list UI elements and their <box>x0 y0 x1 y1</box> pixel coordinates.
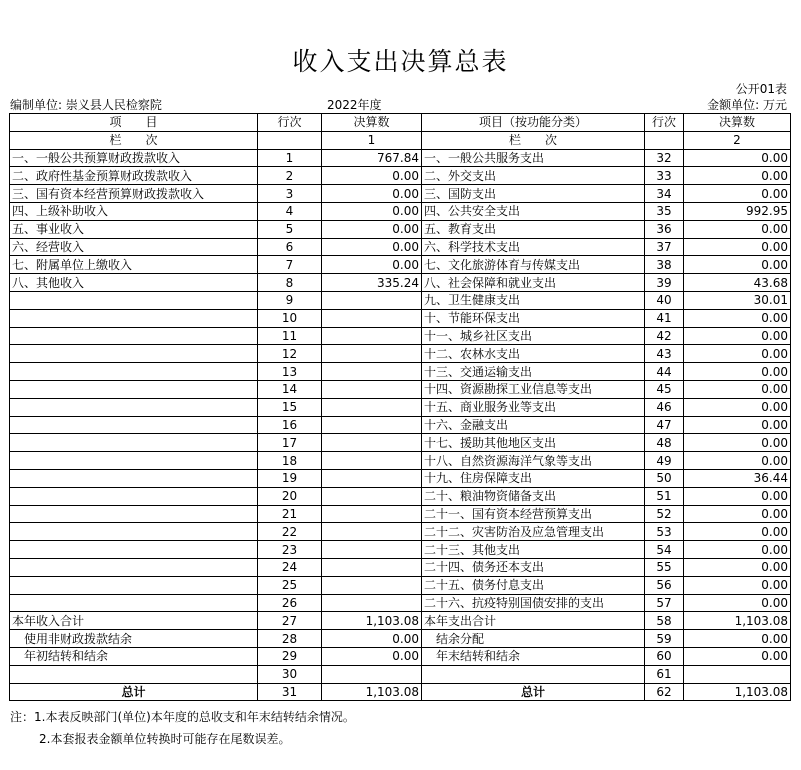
footnote-1: 注：1.本表反映部门(单位)本年度的总收支和年末结转结余情况。 <box>10 710 355 724</box>
header-expense-item: 项目（按功能分类） <box>422 114 645 132</box>
total-expense-amount: 1,103.08 <box>684 683 791 701</box>
expense-item: 十七、援助其他地区支出 <box>422 434 645 452</box>
income-row-no: 23 <box>258 541 322 559</box>
income-row-no: 5 <box>258 220 322 238</box>
header-income-amount: 决算数 <box>322 114 422 132</box>
income-item: 六、经营收入 <box>10 238 258 256</box>
income-item <box>10 416 258 434</box>
expense-amount: 0.00 <box>684 576 791 594</box>
header-row <box>10 114 791 132</box>
expense-row-no: 39 <box>645 274 684 292</box>
income-amount <box>322 363 422 381</box>
column-label-left: 栏 次 <box>10 131 258 149</box>
expense-item: 二十一、国有资本经营预算支出 <box>422 505 645 523</box>
expense-item: 二、外交支出 <box>422 167 645 185</box>
table-body <box>10 114 791 701</box>
income-item: 本年收入合计 <box>10 612 258 630</box>
total-expense-row-no: 62 <box>645 683 684 701</box>
income-amount <box>322 345 422 363</box>
income-amount: 1,103.08 <box>322 612 422 630</box>
table-row <box>10 220 791 238</box>
org-label: 编制单位: 崇义县人民检察院 <box>10 98 162 112</box>
header-expense-amount: 决算数 <box>684 114 791 132</box>
expense-amount: 0.00 <box>684 594 791 612</box>
expense-item: 九、卫生健康支出 <box>422 291 645 309</box>
income-row-no: 13 <box>258 363 322 381</box>
income-row-no: 4 <box>258 202 322 220</box>
table-row <box>10 630 791 648</box>
income-row-no: 21 <box>258 505 322 523</box>
amount-unit: 金额单位: 万元 <box>707 98 787 112</box>
table-row <box>10 345 791 363</box>
income-amount <box>322 380 422 398</box>
table-row <box>10 149 791 167</box>
income-row-no: 12 <box>258 345 322 363</box>
expense-item: 七、文化旅游体育与传媒支出 <box>422 256 645 274</box>
income-row-no: 11 <box>258 327 322 345</box>
expense-amount: 0.00 <box>684 541 791 559</box>
income-row-no: 19 <box>258 469 322 487</box>
expense-item: 六、科学技术支出 <box>422 238 645 256</box>
income-item <box>10 576 258 594</box>
expense-item: 结余分配 <box>422 630 645 648</box>
expense-row-no: 60 <box>645 647 684 665</box>
expense-item: 二十、粮油物资储备支出 <box>422 487 645 505</box>
income-amount: 0.00 <box>322 630 422 648</box>
income-amount: 0.00 <box>322 167 422 185</box>
expense-item <box>422 665 645 683</box>
expense-amount: 0.00 <box>684 630 791 648</box>
expense-amount: 0.00 <box>684 416 791 434</box>
table-row <box>10 167 791 185</box>
expense-amount: 0.00 <box>684 345 791 363</box>
expense-item: 十二、农林水支出 <box>422 345 645 363</box>
income-item <box>10 487 258 505</box>
expense-item: 十、节能环保支出 <box>422 309 645 327</box>
expense-item: 二十二、灾害防治及应急管理支出 <box>422 523 645 541</box>
expense-row-no: 35 <box>645 202 684 220</box>
expense-item: 三、国防支出 <box>422 185 645 203</box>
income-row-no: 25 <box>258 576 322 594</box>
income-row-no: 16 <box>258 416 322 434</box>
income-item <box>10 505 258 523</box>
income-row-no: 29 <box>258 647 322 665</box>
column-index-2: 2 <box>684 131 791 149</box>
income-row-no: 3 <box>258 185 322 203</box>
expense-amount: 30.01 <box>684 291 791 309</box>
expense-item: 本年支出合计 <box>422 612 645 630</box>
expense-item: 十八、自然资源海洋气象等支出 <box>422 452 645 470</box>
income-row-no: 24 <box>258 558 322 576</box>
expense-row-no: 58 <box>645 612 684 630</box>
table-row <box>10 185 791 203</box>
expense-row-no: 36 <box>645 220 684 238</box>
expense-row-no: 56 <box>645 576 684 594</box>
expense-row-no: 47 <box>645 416 684 434</box>
table-row <box>10 327 791 345</box>
expense-item: 五、教育支出 <box>422 220 645 238</box>
table-row <box>10 238 791 256</box>
expense-row-no: 45 <box>645 380 684 398</box>
total-income-label: 总计 <box>10 683 258 701</box>
income-amount: 0.00 <box>322 238 422 256</box>
income-row-no: 26 <box>258 594 322 612</box>
total-row <box>10 683 791 701</box>
table-row <box>10 380 791 398</box>
expense-row-no: 51 <box>645 487 684 505</box>
table-row <box>10 309 791 327</box>
expense-row-no: 41 <box>645 309 684 327</box>
expense-row-no: 59 <box>645 630 684 648</box>
income-row-no: 28 <box>258 630 322 648</box>
expense-amount: 0.00 <box>684 434 791 452</box>
column-index-row <box>10 131 791 149</box>
income-row-no: 22 <box>258 523 322 541</box>
table-row <box>10 665 791 683</box>
table-row <box>10 594 791 612</box>
empty-cell <box>645 131 684 149</box>
expense-amount: 0.00 <box>684 167 791 185</box>
table-row <box>10 434 791 452</box>
expense-row-no: 43 <box>645 345 684 363</box>
expense-row-no: 61 <box>645 665 684 683</box>
expense-row-no: 38 <box>645 256 684 274</box>
expense-amount: 0.00 <box>684 149 791 167</box>
income-item <box>10 541 258 559</box>
expense-item: 一、一般公共服务支出 <box>422 149 645 167</box>
expense-item: 二十三、其他支出 <box>422 541 645 559</box>
income-amount <box>322 505 422 523</box>
summary-table <box>9 113 791 701</box>
expense-row-no: 44 <box>645 363 684 381</box>
table-row <box>10 202 791 220</box>
table-row <box>10 541 791 559</box>
income-amount <box>322 665 422 683</box>
income-item <box>10 363 258 381</box>
expense-item: 十五、商业服务业等支出 <box>422 398 645 416</box>
income-item <box>10 309 258 327</box>
expense-amount <box>684 665 791 683</box>
income-item <box>10 398 258 416</box>
expense-row-no: 37 <box>645 238 684 256</box>
income-amount: 0.00 <box>322 647 422 665</box>
income-item <box>10 523 258 541</box>
expense-item: 十九、住房保障支出 <box>422 469 645 487</box>
expense-amount: 0.00 <box>684 558 791 576</box>
expense-item: 八、社会保障和就业支出 <box>422 274 645 292</box>
expense-amount: 0.00 <box>684 309 791 327</box>
table-row <box>10 487 791 505</box>
expense-item: 十一、城乡社区支出 <box>422 327 645 345</box>
report-year: 2022年度 <box>327 98 382 112</box>
income-amount <box>322 558 422 576</box>
income-row-no: 20 <box>258 487 322 505</box>
income-item: 五、事业收入 <box>10 220 258 238</box>
expense-row-no: 40 <box>645 291 684 309</box>
expense-amount: 992.95 <box>684 202 791 220</box>
expense-amount: 43.68 <box>684 274 791 292</box>
expense-row-no: 55 <box>645 558 684 576</box>
table-row <box>10 291 791 309</box>
expense-amount: 0.00 <box>684 647 791 665</box>
income-row-no: 14 <box>258 380 322 398</box>
expense-amount: 0.00 <box>684 220 791 238</box>
expense-amount: 0.00 <box>684 256 791 274</box>
income-amount: 767.84 <box>322 149 422 167</box>
income-amount <box>322 452 422 470</box>
expense-row-no: 50 <box>645 469 684 487</box>
income-item <box>10 327 258 345</box>
income-item: 八、其他收入 <box>10 274 258 292</box>
expense-row-no: 53 <box>645 523 684 541</box>
table-row <box>10 647 791 665</box>
table-row <box>10 363 791 381</box>
table-row <box>10 576 791 594</box>
income-item <box>10 434 258 452</box>
income-row-no: 15 <box>258 398 322 416</box>
column-label-right: 栏 次 <box>422 131 645 149</box>
income-amount <box>322 576 422 594</box>
expense-amount: 0.00 <box>684 363 791 381</box>
expense-row-no: 46 <box>645 398 684 416</box>
empty-cell <box>258 131 322 149</box>
income-item <box>10 291 258 309</box>
income-item: 一、一般公共预算财政拨款收入 <box>10 149 258 167</box>
total-income-row-no: 31 <box>258 683 322 701</box>
table-row <box>10 558 791 576</box>
expense-amount: 0.00 <box>684 238 791 256</box>
income-row-no: 30 <box>258 665 322 683</box>
expense-amount: 0.00 <box>684 380 791 398</box>
total-expense-label: 总计 <box>422 683 645 701</box>
income-item <box>10 558 258 576</box>
expense-amount: 0.00 <box>684 327 791 345</box>
income-item: 四、上级补助收入 <box>10 202 258 220</box>
income-item <box>10 594 258 612</box>
expense-amount: 1,103.08 <box>684 612 791 630</box>
income-amount <box>322 541 422 559</box>
income-amount <box>322 398 422 416</box>
expense-amount: 0.00 <box>684 487 791 505</box>
expense-item: 四、公共安全支出 <box>422 202 645 220</box>
expense-row-no: 52 <box>645 505 684 523</box>
income-amount <box>322 327 422 345</box>
header-income-row-no: 行次 <box>258 114 322 132</box>
income-row-no: 17 <box>258 434 322 452</box>
income-row-no: 2 <box>258 167 322 185</box>
table-row <box>10 612 791 630</box>
expense-item: 十三、交通运输支出 <box>422 363 645 381</box>
table-row <box>10 274 791 292</box>
table-row <box>10 523 791 541</box>
table-row <box>10 398 791 416</box>
expense-amount: 0.00 <box>684 185 791 203</box>
income-amount: 0.00 <box>322 220 422 238</box>
total-income-amount: 1,103.08 <box>322 683 422 701</box>
income-item <box>10 452 258 470</box>
income-item <box>10 345 258 363</box>
expense-item: 十六、金融支出 <box>422 416 645 434</box>
footnote-2: 2.本套报表金额单位转换时可能存在尾数误差。 <box>39 732 291 746</box>
expense-row-no: 42 <box>645 327 684 345</box>
table-row <box>10 256 791 274</box>
expense-item: 十四、资源勘探工业信息等支出 <box>422 380 645 398</box>
income-item: 二、政府性基金预算财政拨款收入 <box>10 167 258 185</box>
expense-row-no: 33 <box>645 167 684 185</box>
income-item <box>10 665 258 683</box>
income-row-no: 7 <box>258 256 322 274</box>
expense-amount: 36.44 <box>684 469 791 487</box>
expense-item: 年末结转和结余 <box>422 647 645 665</box>
income-row-no: 18 <box>258 452 322 470</box>
expense-row-no: 49 <box>645 452 684 470</box>
expense-amount: 0.00 <box>684 452 791 470</box>
income-amount <box>322 309 422 327</box>
income-item <box>10 380 258 398</box>
income-amount <box>322 523 422 541</box>
expense-row-no: 32 <box>645 149 684 167</box>
header-expense-row-no: 行次 <box>645 114 684 132</box>
income-amount <box>322 434 422 452</box>
income-item <box>10 469 258 487</box>
income-row-no: 9 <box>258 291 322 309</box>
expense-item: 二十四、债务还本支出 <box>422 558 645 576</box>
income-item: 三、国有资本经营预算财政拨款收入 <box>10 185 258 203</box>
income-item: 七、附属单位上缴收入 <box>10 256 258 274</box>
expense-amount: 0.00 <box>684 505 791 523</box>
column-index-1: 1 <box>322 131 422 149</box>
page-title: 收入支出决算总表 <box>292 47 509 76</box>
expense-amount: 0.00 <box>684 398 791 416</box>
income-item: 年初结转和结余 <box>10 647 258 665</box>
expense-amount: 0.00 <box>684 523 791 541</box>
income-item: 使用非财政拨款结余 <box>10 630 258 648</box>
form-code: 公开01表 <box>735 82 787 96</box>
income-amount: 335.24 <box>322 274 422 292</box>
table-row <box>10 416 791 434</box>
footnotes <box>10 706 355 750</box>
income-row-no: 6 <box>258 238 322 256</box>
expense-item: 二十五、债务付息支出 <box>422 576 645 594</box>
income-row-no: 8 <box>258 274 322 292</box>
expense-item: 二十六、抗疫特别国债安排的支出 <box>422 594 645 612</box>
table-row <box>10 469 791 487</box>
income-row-no: 1 <box>258 149 322 167</box>
income-amount: 0.00 <box>322 202 422 220</box>
income-amount: 0.00 <box>322 256 422 274</box>
income-amount <box>322 416 422 434</box>
income-amount <box>322 469 422 487</box>
table-row <box>10 452 791 470</box>
expense-row-no: 48 <box>645 434 684 452</box>
income-amount <box>322 291 422 309</box>
income-row-no: 27 <box>258 612 322 630</box>
income-amount: 0.00 <box>322 185 422 203</box>
expense-row-no: 34 <box>645 185 684 203</box>
expense-row-no: 57 <box>645 594 684 612</box>
expense-row-no: 54 <box>645 541 684 559</box>
header-income-item: 项 目 <box>10 114 258 132</box>
income-amount <box>322 487 422 505</box>
table-row <box>10 505 791 523</box>
income-row-no: 10 <box>258 309 322 327</box>
income-amount <box>322 594 422 612</box>
